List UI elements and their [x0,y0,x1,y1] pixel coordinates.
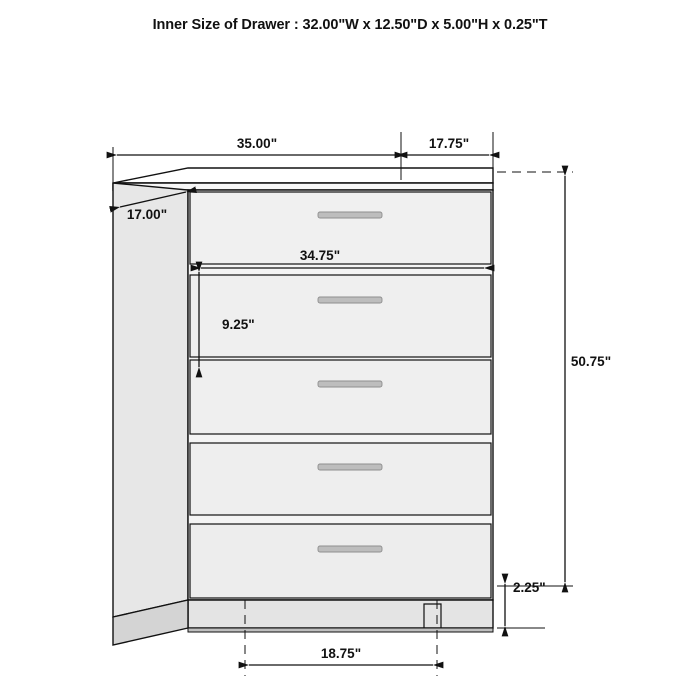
drawer-handle-5 [318,546,382,552]
dim-label-depth-top: 17.75" [428,136,470,151]
drawer-front-4 [190,443,491,515]
dim-label-side-depth: 17.00" [126,207,168,222]
drawer-handle-1 [318,212,382,218]
dim-label-foot-width: 18.75" [320,646,362,661]
chest-illustration [113,168,493,645]
drawer-front-2 [190,275,491,357]
drawer-front-3 [190,360,491,434]
drawer-handle-4 [318,464,382,470]
drawer-handle-3 [318,381,382,387]
page-title: Inner Size of Drawer : 32.00"W x 12.50"D x 5.00"H x 0.25"T [152,17,548,33]
dim-label-total-height: 50.75" [570,354,612,369]
drawer-front-5 [190,524,491,598]
dim-depth-top [405,132,493,168]
dim-label-width-top: 35.00" [236,136,278,151]
dim-label-plinth-height: 2.25" [513,580,546,595]
drawer-front-1 [190,192,491,264]
dim-plinth-height [497,580,546,628]
chest-plinth [188,600,493,628]
chest-top-surface [113,168,493,183]
chest-left-side-panel [113,183,188,617]
dim-label-drawer-height: 9.25" [222,317,255,332]
drawer-handle-2 [318,297,382,303]
dim-total-height [497,172,611,586]
chest-plinth-bottom-shadow [188,628,493,632]
dim-label-drawer-width: 34.75" [299,248,341,263]
